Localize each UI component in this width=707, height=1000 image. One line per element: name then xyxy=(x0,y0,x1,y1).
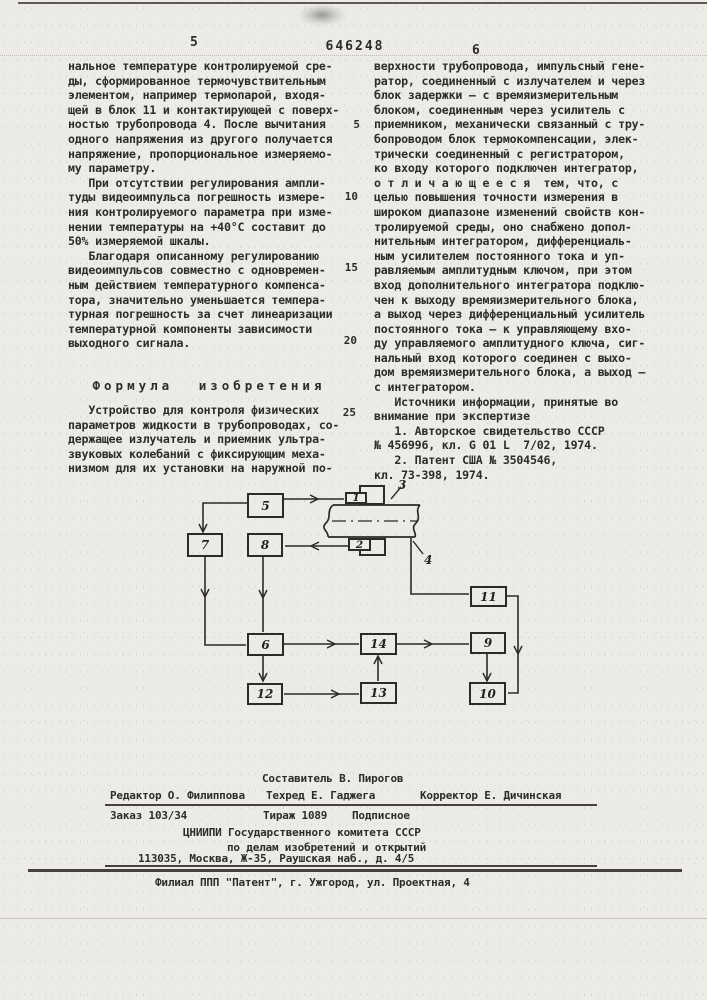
line-number-10: 10 xyxy=(344,190,358,203)
text-line: равляемым амплитудным ключом, при этом xyxy=(374,263,632,278)
figure-block-8: 8 xyxy=(247,533,283,557)
text-line: вход дополнительного интегратора подклю- xyxy=(374,277,646,292)
figure-block-6: 6 xyxy=(247,633,284,656)
text-line: ностью трубопровода 4. После вычитания xyxy=(68,117,326,132)
patent-number: 646248 xyxy=(325,39,385,54)
footer-rule-3 xyxy=(28,869,682,872)
text-line: ды, сформированное термочувствительным xyxy=(68,73,326,88)
text-line: блоком, соединенным через усилитель с xyxy=(374,102,625,117)
footer-address: 113035, Москва, Ж-35, Раушская наб., д. 4/5 xyxy=(138,852,415,865)
line-number-15: 15 xyxy=(344,261,358,274)
text-line: нальный вход которого соединен с выхо- xyxy=(374,350,632,365)
page-number-right: 6 xyxy=(472,43,480,58)
footer-branch: Филиал ППП "Патент", г. Ужгород, ул. Проектная, 4 xyxy=(155,876,470,889)
text-line: бопроводом блок термокомпенсации, элек- xyxy=(374,131,639,146)
text-line: щей в блок 11 и контактирующей с поверх- xyxy=(68,102,340,117)
text-line: ко входу которого подключен интегратор, xyxy=(374,161,639,176)
text-line: внимание при экспертизе xyxy=(374,409,530,424)
text-line: приемником, механически связанный с тру- xyxy=(374,117,646,132)
text-line: постоянного тока — к управляющему вхо- xyxy=(374,321,632,336)
text-line: температурной компоненты зависимости xyxy=(68,321,313,336)
text-line: блок задержки — с времяизмерительным xyxy=(374,88,619,103)
footer-compiler: Составитель В. Пирогов xyxy=(262,772,404,785)
line-number-5: 5 xyxy=(353,118,360,131)
text-line: 2. Патент США № 3504546, xyxy=(374,453,558,468)
text-line: тора, значительно уменьшается темпера- xyxy=(68,292,326,307)
footer-rule-1 xyxy=(105,804,597,806)
text-line: 1. Авторское свидетельство СССР xyxy=(374,423,605,438)
footer-rule-faint xyxy=(0,918,707,919)
footer-editor: Редактор О. Филиппова xyxy=(110,789,245,802)
text-line: турная погрешность за счет линеаризации xyxy=(68,307,333,322)
text-line: а выход через дифференциальный усилитель xyxy=(374,307,646,322)
line-number-20: 20 xyxy=(343,334,357,347)
figure-block-13: 13 xyxy=(360,682,397,704)
figure-block-5: 5 xyxy=(247,493,284,518)
text-line: нении температуры на +40°С составит до xyxy=(68,219,326,234)
text-line: верхности трубопровода, импульсный гене- xyxy=(374,59,646,73)
figure-block-2: 2 xyxy=(348,538,371,551)
footer-org-line2: по делам изобретений и открытий xyxy=(227,841,427,854)
text-line: Источники информации, принятые во xyxy=(374,394,619,409)
text-line: нительным интегратором, дифференциаль- xyxy=(374,234,632,249)
text-line: одного напряжения из другого получается xyxy=(68,131,333,146)
text-line: ратор, соединенный с излучателем и через xyxy=(374,73,646,88)
text-line: элементом, например термопарой, входя- xyxy=(68,88,326,103)
text-line: нальное температуре контролируемой сре- xyxy=(68,59,333,73)
text-line: ния контролируемого параметра при изме- xyxy=(68,204,333,219)
text-line: му параметру. xyxy=(68,161,157,176)
text-line: ным действием температурного компенса- xyxy=(68,277,326,292)
text-line: низмом для их установки на наружной по- xyxy=(68,461,333,476)
text-line: кл. 73-398, 1974. xyxy=(374,467,490,482)
footer-order: Заказ 103/34 xyxy=(110,809,188,822)
text-line: целью повышения точности измерения в xyxy=(374,190,619,205)
footer-corrector: Корректор Е. Дичинская xyxy=(420,789,562,802)
text-line: ду управляемого амплитудного ключа, сиг- xyxy=(374,336,646,351)
text-line: держащее излучатель и приемник ультра- xyxy=(68,432,326,447)
text-line: Устройство для контроля физических xyxy=(68,403,319,417)
text-line: напряжение, пропорциональное измеряемо- xyxy=(68,146,333,161)
text-line: трически соединенный с регистратором, xyxy=(374,146,625,161)
figure-block-9: 9 xyxy=(470,632,506,654)
footer-subscription: Подписное xyxy=(352,809,410,822)
footer-org-line1: ЦНИИПИ Государственного комитета СССР xyxy=(183,826,421,839)
text-line: звуковых колебаний с фиксирующим меха- xyxy=(68,446,326,461)
text-line: При отсутствии регулирования ампли- xyxy=(68,175,326,190)
text-line: с интегратором. xyxy=(374,380,476,395)
text-line: о т л и ч а ю щ е е с я тем, что, с xyxy=(374,175,619,190)
text-line: дом времяизмерительного блока, а выход — xyxy=(374,365,646,380)
figure-block-10: 10 xyxy=(469,682,506,705)
callout-label-3: 3 xyxy=(398,478,407,492)
text-line: № 456996, кл. G 01 L 7/02, 1974. xyxy=(374,438,598,453)
page-number-left: 5 xyxy=(190,35,198,50)
figure-block-14: 14 xyxy=(360,633,397,655)
text-line: 50% измеряемой шкалы. xyxy=(68,234,211,249)
text-line: параметров жидкости в трубопроводах, со- xyxy=(68,417,340,432)
text-line: ным усилителем постоянного тока и уп- xyxy=(374,248,625,263)
figure-block-7: 7 xyxy=(187,533,223,557)
footer-print-run: Тираж 1089 xyxy=(263,809,328,822)
text-line: Благодаря описанному регулированию xyxy=(68,248,319,263)
figure-pipe xyxy=(324,505,420,537)
text-line: тролируемой среды, оно снабжено допол- xyxy=(374,219,632,234)
text-line: видеоимпульсов совместно с одновремен- xyxy=(68,263,326,278)
formula-heading: Формула изобретения xyxy=(92,378,326,393)
line-number-25: 25 xyxy=(342,406,356,419)
text-line: туды видеоимпульса погрешность измере- xyxy=(68,190,326,205)
footer-techred: Техред Е. Гаджега xyxy=(266,789,376,802)
text-line: выходного сигнала. xyxy=(68,336,191,351)
figure-block-12: 12 xyxy=(247,683,283,705)
callout-label-4: 4 xyxy=(424,553,433,567)
figure-block-1: 1 xyxy=(345,492,367,504)
footer-rule-2 xyxy=(105,865,597,867)
figure-block-11: 11 xyxy=(470,586,507,607)
text-line: чен к выходу времяизмерительного блока, xyxy=(374,292,639,307)
text-line: широком диапазоне изменений свойств кон- xyxy=(374,204,646,219)
